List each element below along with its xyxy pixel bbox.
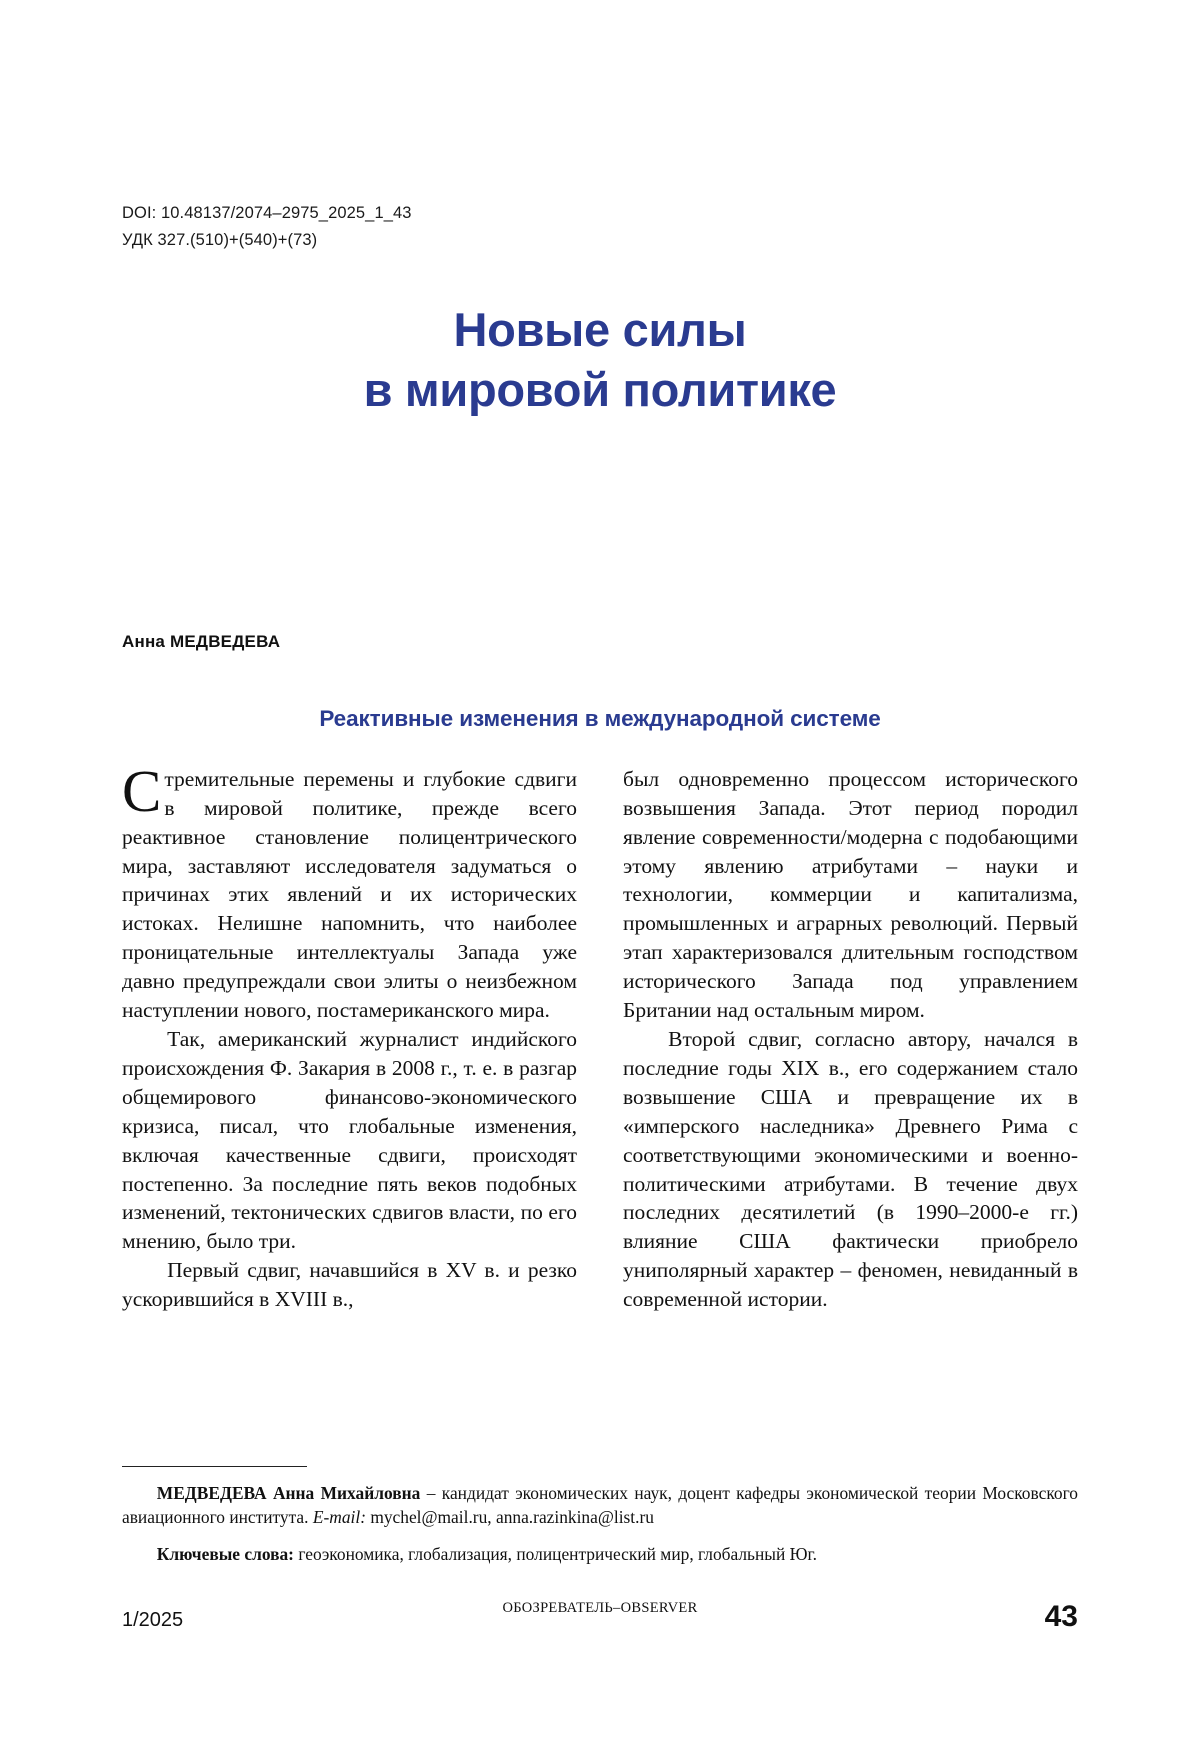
keywords-line bbox=[122, 1542, 1078, 1566]
author-bio bbox=[122, 1481, 1078, 1530]
section-heading: Реактивные изменения в международной системе bbox=[319, 705, 881, 731]
paragraph bbox=[122, 757, 577, 1025]
paragraph: Так, американский журналист индийского происхождения Ф. Закария в 2008 г., т. е. в разгар общемирового финансово-экономического кризиса, писал, что глобальные изменения, включая качественные сдвиги, происходят постепенно. За последние пять веков подобных изменений, тектонических сдвигов власти, по его мнению, было три. bbox=[122, 1026, 577, 1254]
author-name: Анна МЕДВЕДЕВА bbox=[122, 631, 281, 651]
journal-name: ОБОЗРЕВАТЕЛЬ–OBSERVER bbox=[502, 1600, 698, 1616]
article-identifiers bbox=[122, 200, 1078, 254]
article-title-line-2: в мировой политике bbox=[363, 363, 837, 417]
footnote-area bbox=[122, 1466, 1078, 1566]
footnote-rule bbox=[122, 1466, 307, 1467]
paragraph: Второй сдвиг, согласно автору, начался в последние годы XIX в., его содержанием стало возвышение США и превращение их в «имперского наследника» Древнего Рима с соответствующими экономическими и военно-политическими атрибутами. В течение двух последних десятилетий (в 1990–2000-е гг.) влияние США фактически приобрело униполярный характер – феномен, невиданный в современной истории. bbox=[623, 1026, 1078, 1312]
email-values: mychel@mail.ru, anna.razinkina@list.ru bbox=[365, 1507, 654, 1528]
issue-number: 1/2025 bbox=[122, 1609, 184, 1631]
article-title bbox=[122, 300, 1078, 419]
author-bio-name: МЕДВЕДЕВА Анна Михайловна bbox=[156, 1483, 421, 1503]
column-right bbox=[623, 765, 1078, 1314]
paragraph: Первый сдвиг, начавшийся в XV в. и резко ускорившийся в XVIII в., bbox=[122, 1258, 577, 1312]
udk-line: УДК 327.(510)+(540)+(73) bbox=[122, 231, 318, 250]
keywords-label: Ключевые слова: bbox=[156, 1543, 294, 1564]
author-bio-desc: – кандидат экономических наук, доцент кафедры экономической теории Московского авиационного института. bbox=[122, 1483, 1078, 1528]
column-left bbox=[122, 757, 577, 1314]
keywords-values: геоэкономика, глобализация, полицентрический мир, глобальный Юг. bbox=[293, 1543, 818, 1564]
footnote-text bbox=[122, 1481, 1078, 1566]
email-label: E-mail: bbox=[312, 1507, 366, 1528]
body-columns bbox=[122, 757, 1078, 1314]
page-footer bbox=[122, 1600, 1078, 1634]
article-title-line-1: Новые силы bbox=[453, 303, 747, 357]
drop-cap: С bbox=[122, 757, 162, 824]
doi-line: DOI: 10.48137/2074–2975_2025_1_43 bbox=[122, 204, 412, 222]
page-number: 43 bbox=[1044, 1600, 1078, 1633]
paragraph-text: тремительные перемены и глубокие сдвиги в мировой политике, прежде всего реактивное становление полицентрического мира, заставляют исследователя задуматься о причинах этих явлений и их исторических истоках. Нелишне напомнить, что наиболее проницательные интеллектуалы Запада уже давно предупреждали свои элиты о неизбежном наступлении нового, постамериканского мира. bbox=[122, 766, 577, 1023]
paragraph: был одновременно процессом исторического возвышения Запада. Этот период породил явление современности/модерна с подобающими этому явлению атрибутами – науки и технологии, коммерции и капитализма, промышленных и аграрных революций. Первый этап характеризовался длительным господством исторического Запада под управлением Британии над остальным миром. bbox=[623, 766, 1078, 1023]
page-content bbox=[122, 0, 1078, 1314]
